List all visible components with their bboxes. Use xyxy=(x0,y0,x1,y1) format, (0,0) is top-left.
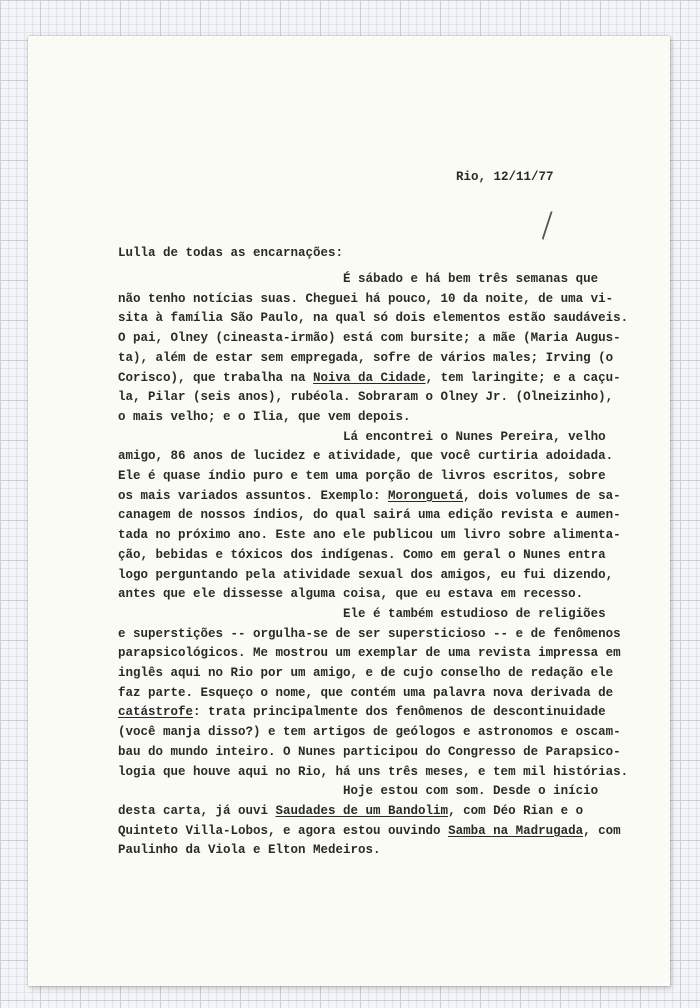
underlined-title: Saudades de um Bandolim xyxy=(275,803,449,818)
letter-line xyxy=(118,664,628,684)
line-text: (você manja disso?) e tem artigos de geólogos e astronomos e oscam- xyxy=(118,725,621,740)
letter-line xyxy=(118,802,628,822)
letter-line xyxy=(118,487,628,507)
line-text: Corisco), que trabalha na xyxy=(118,370,314,385)
letter-line xyxy=(118,644,628,664)
line-text: , com xyxy=(583,823,621,838)
line-text: Quinteto Villa-Lobos, e agora estou ouvindo xyxy=(118,823,449,838)
line-text: la, Pilar (seis anos), rubéola. Sobraram o Olney Jr. (Olneizinho), xyxy=(118,390,614,405)
line-text: canagem de nossos índios, do qual sairá uma edição revista e aumen- xyxy=(118,508,621,523)
letter-line xyxy=(118,388,628,408)
letter-line xyxy=(118,703,628,723)
line-text: É sábado e há bem três semanas que xyxy=(118,272,599,286)
letter-sheet xyxy=(28,36,670,986)
letter-line xyxy=(118,546,628,566)
line-text: e superstições -- orgulha-se de ser supersticioso -- e de fenômenos xyxy=(118,626,621,641)
letter-line xyxy=(118,447,628,467)
line-text: Hoje estou com som. Desde o início xyxy=(118,784,599,799)
letter-line xyxy=(118,625,628,645)
letter-line xyxy=(118,369,628,389)
underlined-title: Samba na Madrugada xyxy=(448,823,584,838)
line-text: Lá encontrei o Nunes Pereira, velho xyxy=(118,429,606,444)
underlined-title: Noiva da Cidade xyxy=(313,370,426,385)
line-text: , tem laringite; e a caçu- xyxy=(425,370,621,385)
letter-line xyxy=(118,329,628,349)
line-text: o mais velho; e o Ilia, que vem depois. xyxy=(118,409,411,424)
letter-line xyxy=(118,841,628,861)
line-text: logia que houve aqui no Rio, há uns três meses, e tem mil histórias. xyxy=(118,764,629,779)
line-text: bau do mundo inteiro. O Nunes participou do Congresso de Parapsico- xyxy=(118,744,621,759)
letter-line xyxy=(118,428,628,448)
line-text: O pai, Olney (cineasta-irmão) está com bursite; a mãe (Maria Augus- xyxy=(118,331,621,346)
line-text: parapsicológicos. Me mostrou um exemplar de uma revista impressa em xyxy=(118,646,621,661)
line-text: Ele é quase índio puro e tem uma porção de livros escritos, sobre xyxy=(118,469,606,484)
letter-line xyxy=(118,349,628,369)
line-text: , dois volumes de sa- xyxy=(463,488,621,503)
line-text: logo perguntando pela atividade sexual dos amigos, eu fui dizendo, xyxy=(118,567,614,582)
line-text: inglês aqui no Rio por um amigo, e de cujo conselho de redação ele xyxy=(118,666,614,681)
line-text: ção, bebidas e tóxicos dos indígenas. Como em geral o Nunes entra xyxy=(118,547,606,562)
underlined-title: Moronguetá xyxy=(388,488,464,503)
line-text: tada no próximo ano. Este ano ele publicou um livro sobre alimenta- xyxy=(118,528,621,543)
line-text: os mais variados assuntos. Exemplo: xyxy=(118,488,389,503)
pen-mark xyxy=(542,211,557,241)
line-text: desta carta, já ouvi xyxy=(118,803,276,818)
letter-line xyxy=(118,585,628,605)
letter-line xyxy=(118,763,628,783)
line-text: ta), além de estar sem empregada, sofre de vários males; Irving (o xyxy=(118,350,614,365)
underlined-title: catástrofe xyxy=(118,705,194,720)
line-text: : trata principalmente dos fenômenos de descontinuidade xyxy=(193,705,606,720)
line-text: amigo, 86 anos de lucidez e atividade, que você curtiria adoidada. xyxy=(118,449,614,464)
letter-line xyxy=(118,605,628,625)
letter-line xyxy=(118,782,628,802)
letter-line xyxy=(118,309,628,329)
letter-line xyxy=(118,467,628,487)
line-text: faz parte. Esqueço o nome, que contém uma palavra nova derivada de xyxy=(118,685,614,700)
letter-line xyxy=(118,822,628,842)
line-text: , com Déo Rian e o xyxy=(448,803,584,818)
letter-line xyxy=(118,270,628,290)
letter-body xyxy=(118,270,628,861)
letter-line xyxy=(118,526,628,546)
letter-line xyxy=(118,723,628,743)
letter-line xyxy=(118,408,628,428)
letter-line xyxy=(118,684,628,704)
letter-date: Rio, 12/11/77 xyxy=(456,170,554,184)
letter-line xyxy=(118,743,628,763)
letter-line xyxy=(118,506,628,526)
line-text: Paulinho da Viola e Elton Medeiros. xyxy=(118,843,381,858)
line-text: não tenho notícias suas. Cheguei há pouco, 10 da noite, de uma vi- xyxy=(118,291,614,306)
line-text: sita à família São Paulo, na qual só dois elementos estão saudáveis. xyxy=(118,311,629,326)
letter-salutation: Lulla de todas as encarnações: xyxy=(118,246,344,260)
letter-line xyxy=(118,566,628,586)
letter-line xyxy=(118,290,628,310)
line-text: Ele é também estudioso de religiões xyxy=(118,606,606,621)
line-text: antes que ele dissesse alguma coisa, que eu estava em recesso. xyxy=(118,587,584,602)
